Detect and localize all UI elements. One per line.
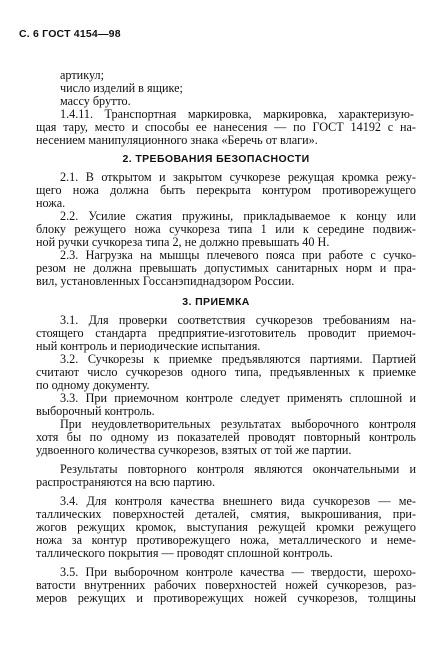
text-line: 3.3. При приемочном контроле следует применять сплошной и [60,391,416,405]
text-line: ной ручки сучкореза типа 2, не должно превышать 40 Н. [36,235,330,249]
text-line: вил, установленных Госсанэпиднадзором России. [36,274,295,288]
text-line: щего ножа должна быть перекрыта контуром противорежущего [36,183,416,197]
text-line: выборочный контроль. [36,404,155,418]
page-header: С. 6 ГОСТ 4154—98 [19,28,121,40]
text-line: распространяются на всю партию. [36,475,216,489]
text-line: Результаты повторного контроля являются окончательными и [60,462,416,476]
text-line: ножа. [36,196,66,210]
text-line: блоку режущего ножа сучкореза типа 1 или к середине подвиж- [36,222,416,236]
text-line: При неудовлетворительных результатах выборочного контроля [60,417,416,431]
text-line: артикул; [60,68,104,82]
text-line: резом не должна превышать допустимых санитарных норм и пра- [36,261,416,275]
text-line: хотя бы по одному из показателей проводят повторный контроль [36,430,416,444]
text-line: 1.4.11. Транспортная маркировка, маркировка, характеризую- [60,107,414,121]
text-line: стоящего стандарта предприятие-изготовитель проводит приемоч- [36,326,416,340]
text-line: массу брутто. [60,94,131,108]
section-heading-safety: 2. ТРЕБОВАНИЯ БЕЗОПАСНОСТИ [122,153,310,165]
text-line: ножа за контур противорежущего ножа, металлического и немe- [36,533,416,547]
text-line: 2.2. Усилие сжатия пружины, прикладываемое к концу или [60,209,416,223]
text-line: таллического покрытия — проводят сплошной контроль. [36,546,333,560]
section-heading-acceptance: 3. ПРИЕМКА [182,296,250,308]
text-line: 2.3. Нагрузка на мышцы плечевого пояса при работе с сучко- [60,248,416,262]
text-line: число изделий в ящике; [60,81,183,95]
text-line: меров режущих и противорежущих ножей сучкорезов, толщины [36,591,416,605]
text-line: ватости внутренних рабочих поверхностей ножей сучкорезов, раз- [36,578,416,592]
text-line: таллических поверхностей деталей, смятия, выкрошивания, при- [36,507,416,521]
text-line: удвоенного количества сучкорезов, взятых от той же партии. [36,443,352,457]
text-line: щая тару, место и способы ее нанесения — по ГОСТ 14192 с на- [36,120,416,134]
text-line: 3.2. Сучкорезы к приемке предъявляются партиями. Партией [60,352,416,366]
text-line: по одному документу. [36,378,150,392]
text-line: 2.1. В открытом и закрытом сучкорезе режущая кромка режу- [60,170,416,184]
text-line: считают число сучкорезов одного типа, предъявленных к приемке [36,365,416,379]
text-line: 3.1. Для проверки соответствия сучкорезов требованиям на- [60,313,416,327]
text-line: 3.4. Для контроля качества внешнего вида сучкорезов — ме- [60,494,416,508]
text-line: ный контроль и периодические испытания. [36,339,261,353]
text-line: 3.5. При выборочном контроле качества — твердости, шерохо- [60,565,416,579]
text-line: несением манипуляционного знака «Беречь от влаги». [36,133,318,147]
text-line: жогов режущих кромок, выступания режущей кромки режущего [36,520,416,534]
